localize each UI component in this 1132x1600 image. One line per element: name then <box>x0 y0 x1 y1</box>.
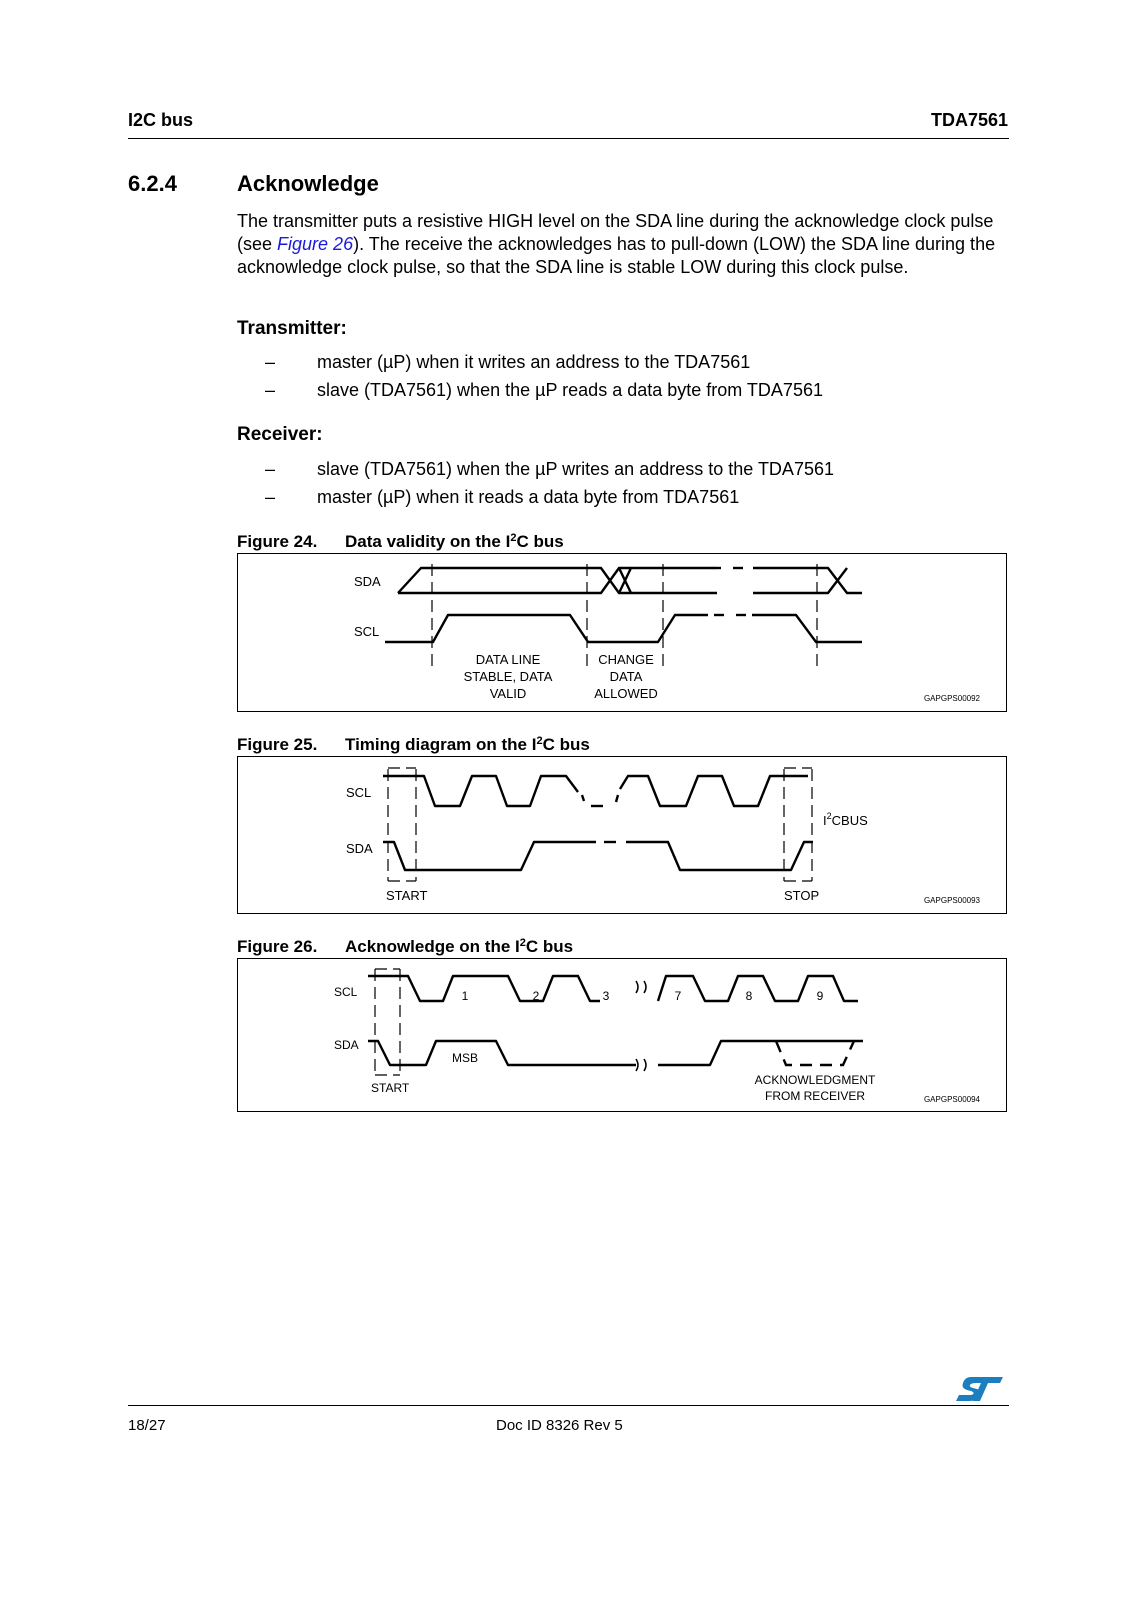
change-label-1: CHANGE <box>598 652 654 667</box>
running-header-section: I2C bus <box>128 110 194 130</box>
pulse-number: 8 <box>745 989 753 1003</box>
change-label-2: DATA <box>609 669 643 684</box>
intro-text-before: The transmitter puts a resistive HIGH level on the SDA line during the acknowledge clock pulse (see <box>237 211 994 254</box>
intro-text-after: ). The receive the acknowledges has to pull-down (LOW) the SDA line during the acknowledge clock pulse, so that the SDA line is stable LOW during this clock pulse. <box>237 234 996 277</box>
change-label-3: ALLOWED <box>594 686 658 701</box>
stable-label-3: VALID <box>489 686 527 701</box>
sda-waveform-lower-right <box>619 568 717 593</box>
figure-title-sup: 2 <box>510 532 517 544</box>
data-validity-waveform <box>238 554 1006 711</box>
timing-waveform <box>238 757 1006 913</box>
scl-dash-1 <box>582 795 584 801</box>
figure-title-text-end: C bus <box>525 937 574 956</box>
figure-title-text: Timing diagram on the I <box>345 735 537 754</box>
figure-title-text: Acknowledge on the I <box>345 937 520 956</box>
sda-label: SDA <box>346 841 373 856</box>
bus-label-post: CBUS <box>831 813 868 828</box>
scl-dash-3 <box>616 795 618 802</box>
sda-waveform-upper <box>398 568 631 593</box>
sda-label: SDA <box>354 574 381 589</box>
ack-label-2: FROM RECEIVER <box>764 1089 866 1103</box>
st-logo-icon <box>955 1375 1005 1403</box>
transmitter-heading: Transmitter: <box>237 318 347 339</box>
figure-title-text-end: C bus <box>542 735 590 754</box>
figure-24-diagram <box>237 553 1007 712</box>
doc-id: Doc ID 8326 Rev 5 <box>496 1417 623 1434</box>
receiver-heading: Receiver: <box>237 424 323 445</box>
sda-waveform <box>383 842 596 870</box>
figure-number: Figure 25. <box>237 735 318 754</box>
bus-label-sup: 2 <box>826 811 832 821</box>
figure-code: GAPGPS00092 <box>923 694 980 703</box>
bullet-dash: – <box>265 380 276 400</box>
list-item-text: slave (TDA7561) when the µP writes an address to the TDA7561 <box>317 459 834 479</box>
running-header-part: TDA7561 <box>930 110 1008 130</box>
figure-title-sup: 2 <box>519 937 526 949</box>
scl-label: SCL <box>334 985 358 999</box>
section-number: 6.2.4 <box>128 171 177 196</box>
sda-label: SDA <box>334 1038 359 1052</box>
page-number: 18/27 <box>128 1417 166 1434</box>
stable-label-2: STABLE, DATA <box>463 669 553 684</box>
start-label: START <box>386 888 428 903</box>
list-item-text: slave (TDA7561) when the µP reads a data byte from TDA7561 <box>317 380 823 400</box>
figure-title-text: Data validity on the I <box>345 532 511 551</box>
sda-waveform-end <box>658 1041 863 1065</box>
figure-number: Figure 26. <box>237 937 318 956</box>
list-item-text: master (µP) when it reads a data byte from TDA7561 <box>317 487 740 507</box>
ack-label-1: ACKNOWLEDGMENT <box>754 1073 876 1087</box>
break-mark <box>636 981 646 993</box>
pulse-number: 7 <box>674 989 682 1003</box>
pulse-number: 1 <box>461 989 469 1003</box>
pulse-number: 2 <box>532 989 540 1003</box>
figure-title-sup: 2 <box>536 735 543 747</box>
stop-label: STOP <box>784 888 820 903</box>
figure-25-title <box>237 735 590 755</box>
figure-26-link[interactable]: Figure 26 <box>277 234 354 254</box>
msb-label: MSB <box>452 1051 479 1065</box>
bus-label-pre: I <box>823 813 827 828</box>
bus-label <box>823 811 868 828</box>
figure-26-diagram <box>237 958 1007 1112</box>
scl-label: SCL <box>354 624 380 639</box>
figure-title-text-end: C bus <box>516 532 564 551</box>
scl-label: SCL <box>346 785 372 800</box>
bullet-dash: – <box>265 352 276 372</box>
stable-label-1: DATA LINE <box>475 652 541 667</box>
figure-25-diagram <box>237 756 1007 914</box>
section-title: Acknowledge <box>237 171 379 196</box>
pulse-number: 3 <box>602 989 610 1003</box>
footer-rule <box>128 1405 1009 1406</box>
st-logo-graphic <box>955 1375 1005 1403</box>
header-rule <box>128 138 1009 139</box>
acknowledge-waveform <box>238 959 1006 1111</box>
sda-waveform-lower-end <box>753 568 847 593</box>
scl-waveform-end <box>752 615 862 642</box>
bullet-dash: – <box>265 487 276 507</box>
list-item-text: master (µP) when it writes an address to the TDA7561 <box>317 352 751 372</box>
figure-26-title <box>237 937 573 957</box>
break-mark <box>636 1059 646 1071</box>
figure-24-title <box>237 532 564 552</box>
sda-waveform <box>368 1041 636 1065</box>
bullet-dash: – <box>265 459 276 479</box>
sda-waveform-lower <box>398 568 631 593</box>
intro-paragraph <box>237 210 1007 279</box>
scl-waveform-end <box>658 976 858 1001</box>
pulse-number: 9 <box>816 989 824 1003</box>
ack-dashed-low <box>776 1041 854 1065</box>
scl-waveform <box>368 976 600 1001</box>
figure-number: Figure 24. <box>237 532 318 551</box>
figure-code: GAPGPS00093 <box>923 896 980 905</box>
start-label: START <box>371 1081 410 1095</box>
sda-waveform-upper-right <box>619 568 717 593</box>
scl-waveform-end <box>620 776 808 806</box>
scl-waveform <box>385 615 708 642</box>
figure-code: GAPGPS00094 <box>923 1095 980 1104</box>
sda-waveform-end <box>626 842 813 870</box>
scl-waveform <box>383 776 578 806</box>
